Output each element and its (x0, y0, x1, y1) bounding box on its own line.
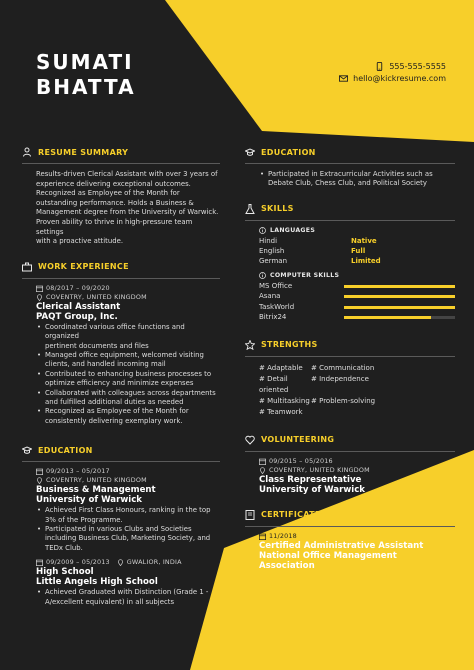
computer-skill-name: Asana (259, 292, 281, 301)
phone-number: 555-555-5555 (389, 62, 446, 71)
calendar-icon (36, 468, 43, 475)
email-address: hello@kickresume.com (353, 74, 446, 83)
volunteering-date (259, 457, 455, 466)
skills-divider (245, 220, 455, 221)
education-location-text: GWALIOR, INDIA (126, 558, 182, 567)
work-date-text: 08/2017 – 09/2020 (46, 283, 110, 292)
summary-divider (22, 163, 220, 164)
certificates-title: CERTIFICATES (261, 510, 327, 520)
work-entry (36, 284, 220, 426)
certificate-icon (245, 510, 255, 520)
volunteering-section (245, 434, 455, 495)
education-bullet: • Achieved Graduated with Distinction (Grade 1 - A/excellent equivalent) in all subjects (36, 588, 220, 607)
education-right-divider (245, 163, 455, 164)
summary-line: Results-driven Clerical Assistant with over 3 years of (36, 170, 218, 178)
languages-block (259, 227, 455, 266)
volunteering-entry (259, 457, 455, 495)
computer-skill-name: TaskWorld (259, 302, 295, 311)
education-bullets (36, 506, 220, 553)
summary-line: Recognized as Employee of the Month for (36, 189, 180, 198)
first-name: SUMATI (36, 50, 134, 74)
work-bullet: • Recognized as Employee of the Month for consistently delivering exemplary work. (36, 407, 220, 426)
certificates-section (245, 509, 455, 571)
strength-tag: # Teamwork (259, 407, 303, 416)
language-name: English (259, 246, 285, 255)
language-level: Full (351, 246, 366, 255)
certificates-divider (245, 526, 455, 527)
computer-skill-row (259, 312, 455, 323)
volunteering-location-text: COVENTRY, UNITED KINGDOM (269, 465, 370, 474)
strength-tag: # Adaptable (259, 363, 303, 372)
volunteering-location (259, 466, 455, 475)
strength-tag: # Communication (311, 363, 375, 372)
skill-level-fill (344, 306, 455, 309)
education-degree: High School (36, 567, 94, 578)
strengths-section (245, 339, 455, 418)
work-bullets (36, 323, 220, 426)
certificate-date-text: 11/2018 (269, 531, 297, 540)
education-entry-university (36, 467, 220, 553)
graduation-cap-icon (245, 147, 255, 157)
education-date-location (36, 558, 220, 567)
summary-line: Management degree from the University of Warwick. (36, 208, 219, 217)
work-bullet: • Coordinated various office functions and organized pertinent documents and files (36, 323, 220, 351)
email-contact[interactable] (339, 74, 446, 83)
education-date-text: 09/2009 – 05/2013 (46, 558, 110, 567)
education-right-header (245, 146, 455, 158)
strengths-divider (245, 356, 455, 357)
language-name: German (259, 256, 288, 265)
education-right-bullets (259, 170, 455, 189)
education-degree: Business & Management (36, 485, 156, 496)
phone-icon (375, 62, 384, 71)
education-location-text: COVENTRY, UNITED KINGDOM (46, 476, 147, 485)
education-location (36, 476, 220, 485)
work-header (22, 261, 220, 273)
summary-title: RESUME SUMMARY (38, 147, 129, 157)
work-date (36, 284, 220, 293)
education-date (36, 467, 220, 476)
info-icon (259, 272, 266, 279)
summary-line: experience delivering exceptional outcomes. (36, 179, 191, 188)
education-right-section (245, 146, 455, 189)
skill-level-bar (344, 285, 455, 288)
education-bullet: • Participated in various Clubs and Societies including Business Club, Marketing Society, and TEDx Club. (36, 525, 220, 553)
computer-skill-name: Bitrix24 (259, 313, 287, 322)
skill-level-bar (344, 306, 455, 309)
summary-line: outstanding performance. Holds a Business & (36, 198, 194, 207)
language-level: Limited (351, 256, 381, 265)
work-bullet: • Managed office equipment, welcomed visiting clients, and handled incoming mail (36, 351, 220, 370)
computer-skill-row (259, 291, 455, 302)
language-name: Hindi (259, 236, 278, 245)
work-bullet: • Collaborated with colleagues across departments and fulfilled additional duties as needed (36, 389, 220, 408)
email-icon (339, 74, 348, 83)
education-bullet: • Achieved First Class Honours, ranking in the top 3% of the Programme. (36, 506, 220, 525)
computer-skill-name: MS Office (259, 281, 293, 290)
skills-section (245, 203, 455, 323)
graduation-cap-icon (22, 445, 32, 455)
top-yellow-shape (165, 0, 474, 142)
summary-line: Proven ability to thrive in high-pressure team settings (36, 217, 193, 236)
location-pin-icon (36, 477, 43, 484)
certificate-date (259, 532, 455, 541)
work-bullet: • Contributed to enhancing business processes to optimize efficiency and minimize expenses (36, 370, 220, 389)
education-right-title: EDUCATION (261, 147, 316, 157)
volunteering-date-text: 09/2015 – 05/2016 (269, 456, 333, 465)
certificate-entry (259, 532, 455, 571)
computer-skills-header (259, 272, 455, 279)
location-pin-icon (36, 294, 43, 301)
work-role: Clerical Assistant (36, 301, 121, 312)
strength-tag: # Detail oriented (259, 374, 289, 394)
languages-header (259, 227, 455, 234)
language-row (259, 246, 455, 256)
star-icon (245, 340, 255, 350)
strengths-tags (259, 363, 455, 418)
skill-level-bar (344, 316, 455, 319)
skill-level-fill (344, 285, 455, 288)
location-pin-icon (259, 467, 266, 474)
calendar-icon (36, 559, 43, 566)
location-pin-icon (117, 559, 124, 566)
calendar-icon (259, 458, 266, 465)
languages-label: LANGUAGES (270, 226, 316, 234)
summary-line: with a proactive attitude. (36, 237, 124, 246)
skill-level-fill (344, 316, 431, 319)
volunteering-org: University of Warwick (259, 484, 366, 495)
volunteering-divider (245, 451, 455, 452)
strength-tag: # Multitasking (259, 396, 310, 405)
skills-title: SKILLS (261, 204, 294, 214)
calendar-icon (36, 285, 43, 292)
last-name: BHATTA (36, 75, 136, 99)
volunteering-title: VOLUNTEERING (261, 435, 335, 445)
work-location-text: COVENTRY, UNITED KINGDOM (46, 292, 147, 301)
work-location (36, 293, 220, 302)
heart-icon (245, 435, 255, 445)
skill-level-fill (344, 295, 455, 298)
info-icon (259, 227, 266, 234)
volunteering-header (245, 434, 455, 446)
certificate-org: National Office Management Association (259, 550, 397, 571)
right-column (245, 146, 455, 571)
person-icon (22, 147, 32, 157)
summary-section (22, 146, 220, 247)
flask-icon (245, 204, 255, 214)
summary-header (22, 146, 220, 158)
language-row (259, 256, 455, 266)
summary-text (36, 170, 220, 247)
skill-level-bar (344, 295, 455, 298)
work-title: WORK EXPERIENCE (38, 262, 129, 272)
strength-tag: # Independence (311, 374, 369, 383)
work-divider (22, 278, 220, 279)
candidate-name (36, 50, 136, 100)
certificate-name: Certified Administrative Assistant (259, 540, 424, 551)
education-entry-highschool (36, 558, 220, 607)
strengths-header (245, 339, 455, 351)
computer-skill-row (259, 302, 455, 313)
volunteering-role: Class Representative (259, 474, 362, 485)
education-left-divider (22, 461, 220, 462)
work-section (22, 261, 220, 426)
education-bullets (36, 588, 220, 607)
education-left-header (22, 444, 220, 456)
skills-header (245, 203, 455, 215)
work-company: PAQT Group, Inc. (36, 311, 118, 322)
education-right-bullet: • Participated in Extracurricular Activities such as Debate Club, Chess Club, and Political Society (259, 170, 455, 189)
education-left-title: EDUCATION (38, 445, 93, 455)
language-level: Native (351, 236, 377, 245)
left-column (22, 146, 220, 607)
briefcase-icon (22, 262, 32, 272)
certificates-header (245, 509, 455, 521)
strength-tag: # Problem-solving (311, 396, 376, 405)
language-row (259, 236, 455, 246)
education-school: Little Angels High School (36, 577, 158, 588)
computer-skill-row (259, 281, 455, 292)
strengths-title: STRENGTHS (261, 340, 318, 350)
education-school: University of Warwick (36, 495, 143, 506)
computer-skills-block (259, 272, 455, 323)
calendar-icon (259, 533, 266, 540)
education-date-text: 09/2013 – 05/2017 (46, 467, 110, 476)
phone-contact[interactable] (375, 62, 446, 71)
computer-skills-label: COMPUTER SKILLS (270, 271, 340, 279)
education-left-section (22, 444, 220, 607)
